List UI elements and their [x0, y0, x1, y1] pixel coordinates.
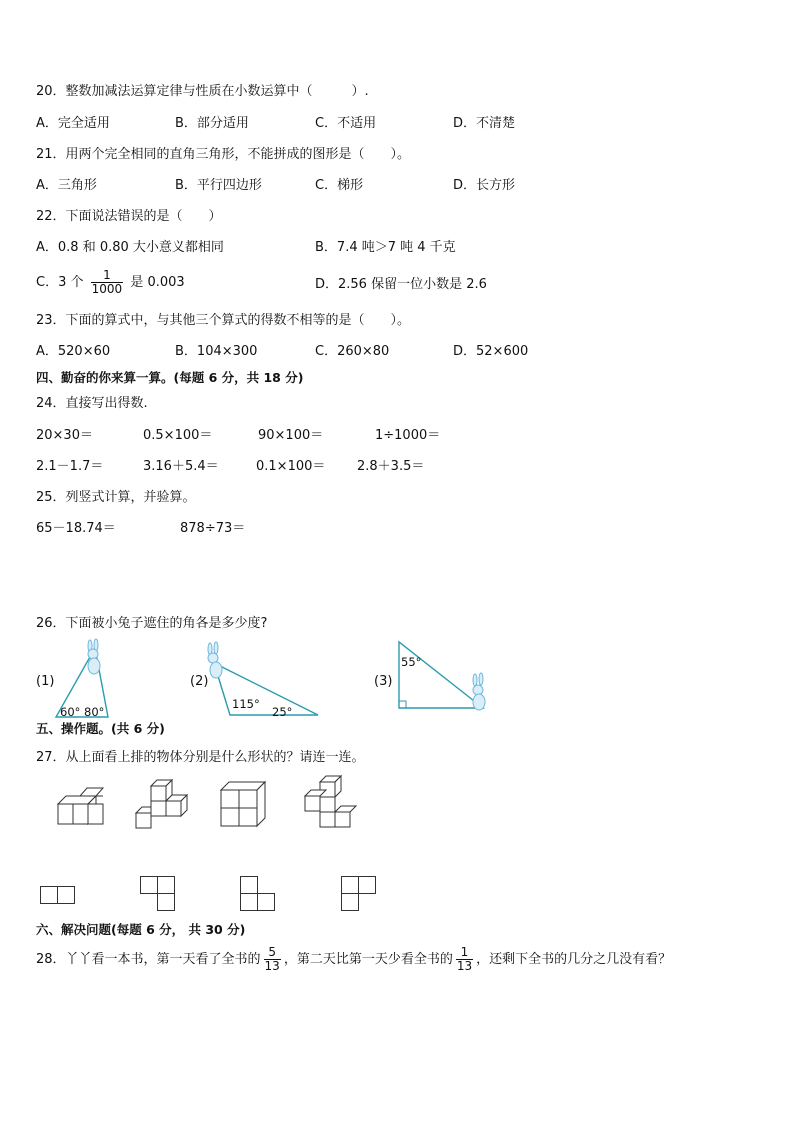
angle-label: 55° — [401, 655, 422, 669]
rabbit-icon — [208, 642, 222, 678]
top-view-2 — [140, 876, 176, 912]
q28-text-part3: ，还剩下全书的几分之几没有看？ — [476, 952, 672, 967]
q25-stem: 25．列竖式计算，并验算。 — [36, 490, 196, 505]
q23-option-b[interactable]: B．104×300 — [175, 344, 258, 359]
q27-stem: 27．从上面看上排的物体分别是什么形状的？请连一连。 — [36, 750, 365, 765]
q22-option-c[interactable] — [36, 268, 185, 298]
q22-option-b[interactable]: B．7.4 吨＞7 吨 4 千克 — [315, 240, 456, 255]
triangle-figure-3 — [395, 640, 495, 720]
cube-stack-1 — [58, 788, 108, 828]
q26-stem: 26．下面被小兔子遮住的角各是多少度? — [36, 616, 268, 631]
fraction-numerator: 5 — [264, 946, 281, 960]
q25-item: 65－18.74＝ — [36, 521, 116, 536]
q28-text-part1: 28．丫丫看一本书，第一天看了全书的 — [36, 952, 261, 967]
rabbit-icon — [88, 639, 100, 674]
angle-label: 80° — [84, 705, 105, 719]
top-view-3 — [240, 876, 276, 912]
q28-fraction-1 — [264, 946, 281, 973]
q22-stem: 22．下面说法错误的是（ ） — [36, 209, 222, 224]
q20-stem: 20．整数加减法运算定律与性质在小数运算中（ ）. — [36, 84, 369, 99]
q22-option-c-prefix: C．3 个 — [36, 275, 84, 290]
q22-option-a[interactable]: A．0.8 和 0.80 大小意义都相同 — [36, 240, 224, 255]
triangle-figure-2 — [200, 645, 325, 720]
rabbit-icon — [473, 673, 485, 710]
cube-stack-3 — [221, 782, 269, 830]
q21-option-d[interactable]: D．长方形 — [453, 178, 516, 193]
q22-fraction — [91, 269, 124, 296]
q22-option-d[interactable]: D．2.56 保留一位小数是 2.6 — [315, 277, 487, 292]
top-view-4 — [341, 876, 377, 912]
cube-stack-2 — [136, 780, 186, 830]
angle-label: 60° — [60, 705, 81, 719]
section-5-heading: 五、操作题。(共 6 分) — [36, 721, 165, 736]
q28-stem — [36, 942, 671, 978]
q24-stem: 24．直接写出得数. — [36, 396, 148, 411]
fraction-denominator: 13 — [456, 959, 473, 973]
q24-item: 2.1－1.7＝ — [36, 459, 104, 474]
q20-option-b[interactable]: B．部分适用 — [175, 116, 249, 131]
angle-label: 25° — [272, 705, 293, 719]
q23-option-c[interactable]: C．260×80 — [315, 344, 390, 359]
q20-option-a[interactable]: A．完全适用 — [36, 116, 110, 131]
q21-option-c[interactable]: C．梯形 — [315, 178, 364, 193]
q21-option-a[interactable]: A．三角形 — [36, 178, 97, 193]
cube-stack-4 — [300, 776, 354, 830]
q20-option-c[interactable]: C．不适用 — [315, 116, 377, 131]
q28-text-part2: ，第二天比第一天少看全书的 — [283, 952, 453, 967]
q24-item: 90×100＝ — [258, 428, 324, 443]
top-view-1 — [40, 886, 76, 906]
figure-label-3: (3) — [374, 674, 393, 689]
section-6-heading: 六、解决问题(每题 6 分， 共 30 分) — [36, 922, 246, 937]
section-4-heading: 四、勤奋的你来算一算。(每题 6 分，共 18 分) — [36, 370, 304, 385]
q24-item: 0.1×100＝ — [256, 459, 326, 474]
q23-option-d[interactable]: D．52×600 — [453, 344, 529, 359]
q24-item: 3.16＋5.4＝ — [143, 459, 219, 474]
fraction-denominator: 13 — [264, 959, 280, 973]
q20-option-d[interactable]: D．不清楚 — [453, 116, 516, 131]
q28-fraction-2 — [456, 946, 473, 973]
q23-option-a[interactable]: A．520×60 — [36, 344, 111, 359]
figure-label-1: (1) — [36, 674, 55, 689]
q24-item: 0.5×100＝ — [143, 428, 213, 443]
q21-option-b[interactable]: B．平行四边形 — [175, 178, 262, 193]
fraction-numerator: 1 — [91, 269, 124, 283]
q24-item: 20×30＝ — [36, 428, 93, 443]
figure-label-2: (2) — [190, 674, 209, 689]
fraction-numerator: 1 — [456, 946, 473, 960]
q24-item: 1÷1000＝ — [375, 428, 441, 443]
q21-stem: 21．用两个完全相同的直角三角形，不能拼成的图形是（ ）。 — [36, 147, 411, 162]
q22-option-c-suffix: 是 0.003 — [130, 275, 185, 290]
q24-item: 2.8＋3.5＝ — [357, 459, 425, 474]
q25-item: 878÷73＝ — [180, 521, 246, 536]
fraction-denominator: 1000 — [91, 282, 123, 296]
angle-label: 115° — [232, 697, 260, 711]
q23-stem: 23．下面的算式中，与其他三个算式的得数不相等的是（ ）。 — [36, 313, 411, 328]
